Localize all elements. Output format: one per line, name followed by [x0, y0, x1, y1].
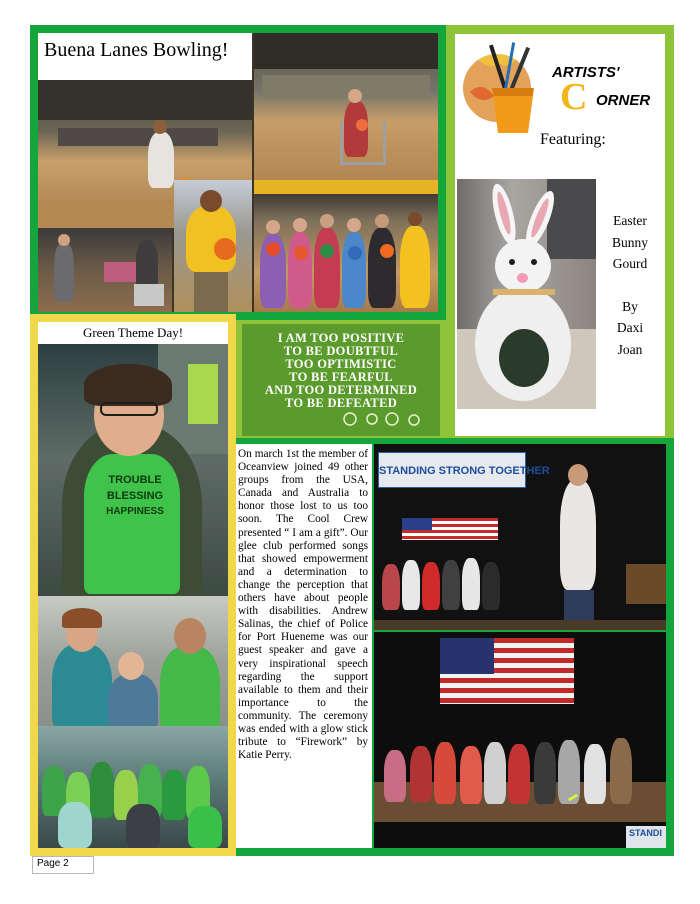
bowling-title-text: Buena Lanes Bowling!	[44, 39, 229, 61]
event-photo-stage	[374, 444, 666, 630]
artwork-title-line2: Bunny	[611, 234, 648, 250]
bowling-photo-seated	[38, 228, 172, 312]
bunny-gourd-photo	[457, 179, 596, 409]
bunny-head	[495, 239, 551, 293]
artist-first-name: Daxi	[616, 320, 644, 335]
motivational-poster	[242, 324, 440, 436]
event-photo-glow-stick	[374, 632, 666, 848]
artist-last-name: Joan	[617, 341, 643, 357]
artists-logo-c: C	[560, 76, 588, 118]
poster-line-4: TO BE FEARFUL	[289, 370, 393, 384]
artwork-title-line3: Gourd	[612, 256, 648, 271]
poster-line-1: I AM TOO POSITIVE	[277, 331, 405, 345]
green-theme-photo-portrait	[38, 344, 228, 596]
bowling-photo-group	[254, 180, 438, 312]
bowling-photo-yellow-shirt	[174, 180, 252, 312]
poster-line-6: TO BE DEFEATED	[284, 396, 398, 410]
poster-line-3: TOO OPTIMISTIC	[285, 357, 397, 371]
stage-sign: STANDI	[626, 826, 666, 848]
artwork-caption	[598, 210, 662, 370]
flower-decoration-icon	[242, 411, 440, 425]
shirt-text-3: HAPPINESS	[106, 506, 164, 517]
artists-logo-word2: ORNER	[596, 92, 651, 109]
article-text: On march 1st the member of Oceanview joined 49 other groups from the USA, Canada and Australia to honor those lost to us too soon. The Cool Crew presented “ I am a gift”. Our glee club performed songs that showed empowerment and a determination to change the perception that others have about people with disabilities. Andrew Salinas, the chief of Police for Port Hueneme was our guest speaker and gave a very inspirational speech regarding the support available to them and their importance to the community. The ceremony was ended with a glow stick tribute to “Firework” by Katie Perry.	[238, 448, 368, 762]
event-banner: STANDING STRONG TOGETHER	[378, 452, 526, 488]
poster-line-5: AND TOO DETERMINED	[264, 383, 418, 397]
artwork-by: By	[622, 298, 638, 314]
shirt-text-2: BLESSING	[106, 490, 164, 502]
featuring-label: Featuring:	[540, 131, 606, 148]
green-theme-photo-group	[38, 726, 228, 848]
green-theme-title: Green Theme Day!	[82, 325, 184, 340]
artists-logo-word1: ARTISTS'	[552, 64, 620, 81]
bowling-photo-walker	[254, 33, 438, 180]
green-theme-photo-pair	[38, 596, 228, 726]
page-number: Page 2	[32, 856, 94, 874]
artwork-title-line1: Easter	[613, 213, 647, 228]
shirt-text-1: TROUBLE	[108, 474, 162, 486]
poster-line-2: TO BE DOUBTFUL	[283, 344, 399, 358]
bowling-title	[38, 33, 252, 80]
